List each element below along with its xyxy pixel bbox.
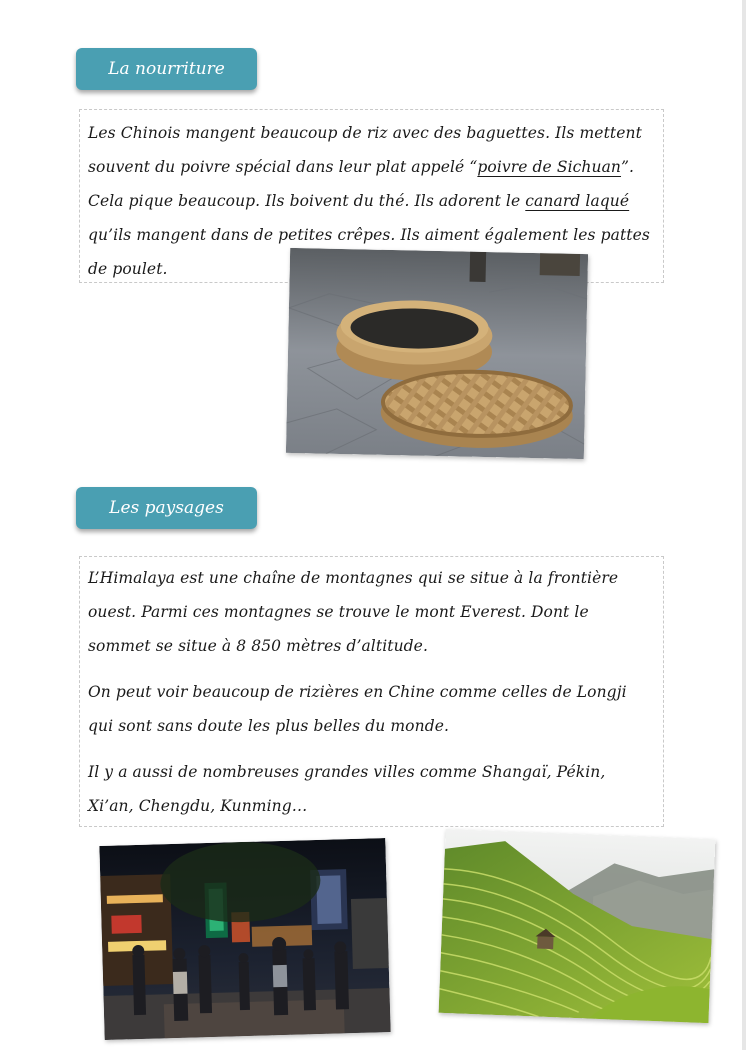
lacquered-duck-term: canard laqué	[525, 192, 630, 210]
section-heading-food: La nourriture	[76, 48, 257, 90]
baskets-photo	[286, 248, 588, 459]
baskets-image	[286, 248, 588, 459]
rice-terraces-paragraph: On peut voir beaucoup de rizières en Chine comme celles de Longji qui sont sans doute les plus belles du monde.	[88, 683, 627, 735]
city-night-image	[99, 838, 390, 1040]
section-heading-landscapes: Les paysages	[76, 487, 257, 529]
page-edge	[742, 0, 746, 1050]
rice-terraces-photo	[439, 829, 716, 1023]
sichuan-pepper-term: poivre de Sichuan	[477, 158, 622, 176]
rice-terraces-image	[439, 829, 716, 1023]
landscapes-text-box	[79, 556, 664, 827]
food-text-1: Les Chinois mangent beaucoup de riz avec des baguettes. Ils mettent souvent du poivre spécial dans leur plat appelé “	[88, 124, 642, 176]
food-text-2: ”. Cela pique beaucoup. Ils boivent du thé. Ils adorent le	[88, 158, 635, 210]
city-night-photo	[99, 838, 390, 1040]
cities-paragraph: Il y a aussi de nombreuses grandes villes comme Shangaï, Pékin, Xi’an, Chengdu, Kunming…	[88, 763, 606, 815]
himalaya-paragraph: L’Himalaya est une chaîne de montagnes qui se situe à la frontière ouest. Parmi ces montagnes se trouve le mont Everest. Dont le sommet se situe à 8 850 mètres d’altitude.	[88, 569, 619, 655]
food-text-3: qu’ils mangent dans de petites crêpes. Ils aiment également les pattes de poulet.	[88, 226, 650, 278]
